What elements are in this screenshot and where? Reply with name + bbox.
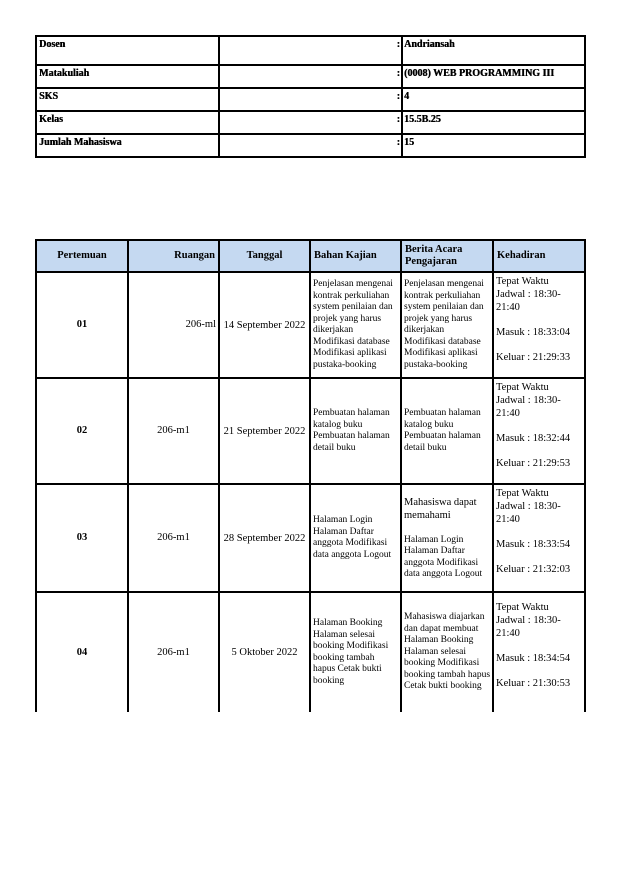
info-colon: : xyxy=(396,114,400,125)
header-tanggal: Tanggal xyxy=(219,240,310,272)
meeting-bahan-kajian xyxy=(310,272,401,378)
attendance-jadwal: Jadwal : 18:30-21:40 xyxy=(496,615,561,639)
attendance-masuk: Masuk : 18:33:04 xyxy=(496,327,571,338)
meeting-kehadiran xyxy=(493,484,585,592)
meeting-room: 206-m1 xyxy=(128,592,219,712)
attendance-jadwal: Jadwal : 18:30-21:40 xyxy=(496,395,561,419)
meeting-berita-acara xyxy=(401,378,493,484)
info-colon: : xyxy=(396,91,400,102)
info-row-matakuliah xyxy=(36,65,585,88)
info-colon: : xyxy=(396,68,400,79)
berita-text: Mahasiswa dapat memahami xyxy=(404,496,477,521)
meeting-date: 28 September 2022 xyxy=(219,484,310,592)
info-row-sks xyxy=(36,88,585,111)
attendance-status: Tepat Waktu xyxy=(496,602,549,613)
meeting-number: 01 xyxy=(36,272,128,378)
bahan-text: Halaman Booking Halaman selesai booking Modifikasi booking tambah hapus Cetak bukti booking xyxy=(313,618,389,686)
table-row xyxy=(36,484,585,592)
course-info-table xyxy=(35,35,586,158)
attendance-status: Tepat Waktu xyxy=(496,382,549,393)
meeting-date: 21 September 2022 xyxy=(219,378,310,484)
info-label: Kelas xyxy=(36,111,219,134)
meeting-number: 02 xyxy=(36,378,128,484)
info-label: Dosen xyxy=(36,36,219,65)
meeting-kehadiran xyxy=(493,272,585,378)
table-header-row xyxy=(36,240,585,272)
bahan-text: Penjelasan mengenai kontrak perkuliahan system penilaian dan projek yang harus dikerjakan xyxy=(313,279,393,335)
berita-text: Mahasiswa diajarkan dan dapat membuat Halaman Booking Halaman selesai booking Modifikasi booking tambah hapus Cetak bukti booking xyxy=(404,612,491,692)
header-pertemuan: Pertemuan xyxy=(36,240,128,272)
attendance-masuk: Masuk : 18:33:54 xyxy=(496,539,571,550)
meeting-date: 14 September 2022 xyxy=(219,272,310,378)
info-label: SKS xyxy=(36,88,219,111)
berita-text: Penjelasan mengenai kontrak perkuliahan system penilaian dan projek yang harus dikerjakan xyxy=(404,279,484,335)
berita-text: Halaman Login Halaman Daftar anggota Modifikasi data anggota Logout xyxy=(404,534,483,579)
info-row-jumlah-mahasiswa xyxy=(36,134,585,157)
meeting-number: 04 xyxy=(36,592,128,712)
header-kehadiran: Kehadiran xyxy=(493,240,585,272)
info-value: 4 xyxy=(402,88,585,111)
attendance-keluar: Keluar : 21:30:53 xyxy=(496,678,571,689)
header-berita-acara: Berita Acara Pengajaran xyxy=(401,240,493,272)
table-row xyxy=(36,272,585,378)
attendance-masuk: Masuk : 18:34:54 xyxy=(496,653,571,664)
info-value: 15 xyxy=(402,134,585,157)
meeting-date: 5 Oktober 2022 xyxy=(219,592,310,712)
meeting-room: 206-m1 xyxy=(128,378,219,484)
meeting-room: 206-m1 xyxy=(128,484,219,592)
berita-text: Modifikasi database Modifikasi aplikasi pustaka-booking xyxy=(404,336,481,370)
meeting-bahan-kajian xyxy=(310,484,401,592)
meeting-number: 03 xyxy=(36,484,128,592)
meeting-bahan-kajian xyxy=(310,592,401,712)
info-colon: : xyxy=(396,39,400,50)
header-ruangan: Ruangan xyxy=(128,240,219,272)
meeting-room: 206-ml xyxy=(128,272,219,378)
info-value: 15.5B.25 xyxy=(402,111,585,134)
meetings-table xyxy=(35,239,586,712)
bahan-text: Pembuatan halaman katalog buku Pembuatan halaman detail buku xyxy=(313,408,390,453)
attendance-jadwal: Jadwal : 18:30-21:40 xyxy=(496,501,561,525)
attendance-masuk: Masuk : 18:32:44 xyxy=(496,433,571,444)
bahan-text: Halaman Login Halaman Daftar anggota Modifikasi data anggota Logout xyxy=(313,515,392,560)
table-row xyxy=(36,378,585,484)
attendance-keluar: Keluar : 21:29:53 xyxy=(496,458,571,469)
info-value: (0008) WEB PROGRAMMING III xyxy=(402,65,585,88)
attendance-status: Tepat Waktu xyxy=(496,488,549,499)
berita-text: Pembuatan halaman katalog buku Pembuatan halaman detail buku xyxy=(404,408,481,453)
info-row-dosen xyxy=(36,36,585,65)
header-bahan-kajian: Bahan Kajian xyxy=(310,240,401,272)
meeting-berita-acara xyxy=(401,484,493,592)
meeting-bahan-kajian xyxy=(310,378,401,484)
meeting-kehadiran xyxy=(493,592,585,712)
meeting-berita-acara xyxy=(401,592,493,712)
info-value: Andriansah xyxy=(402,36,585,65)
info-colon: : xyxy=(396,137,400,148)
bahan-text: Modifikasi database Modifikasi aplikasi pustaka-booking xyxy=(313,336,390,370)
info-row-kelas xyxy=(36,111,585,134)
info-label: Matakuliah xyxy=(36,65,219,88)
attendance-status: Tepat Waktu xyxy=(496,276,549,287)
attendance-keluar: Keluar : 21:29:33 xyxy=(496,352,571,363)
table-row xyxy=(36,592,585,712)
meeting-berita-acara xyxy=(401,272,493,378)
info-label: Jumlah Mahasiswa xyxy=(36,134,219,157)
attendance-jadwal: Jadwal : 18:30-21:40 xyxy=(496,289,561,313)
meeting-kehadiran xyxy=(493,378,585,484)
attendance-keluar: Keluar : 21:32:03 xyxy=(496,564,571,575)
